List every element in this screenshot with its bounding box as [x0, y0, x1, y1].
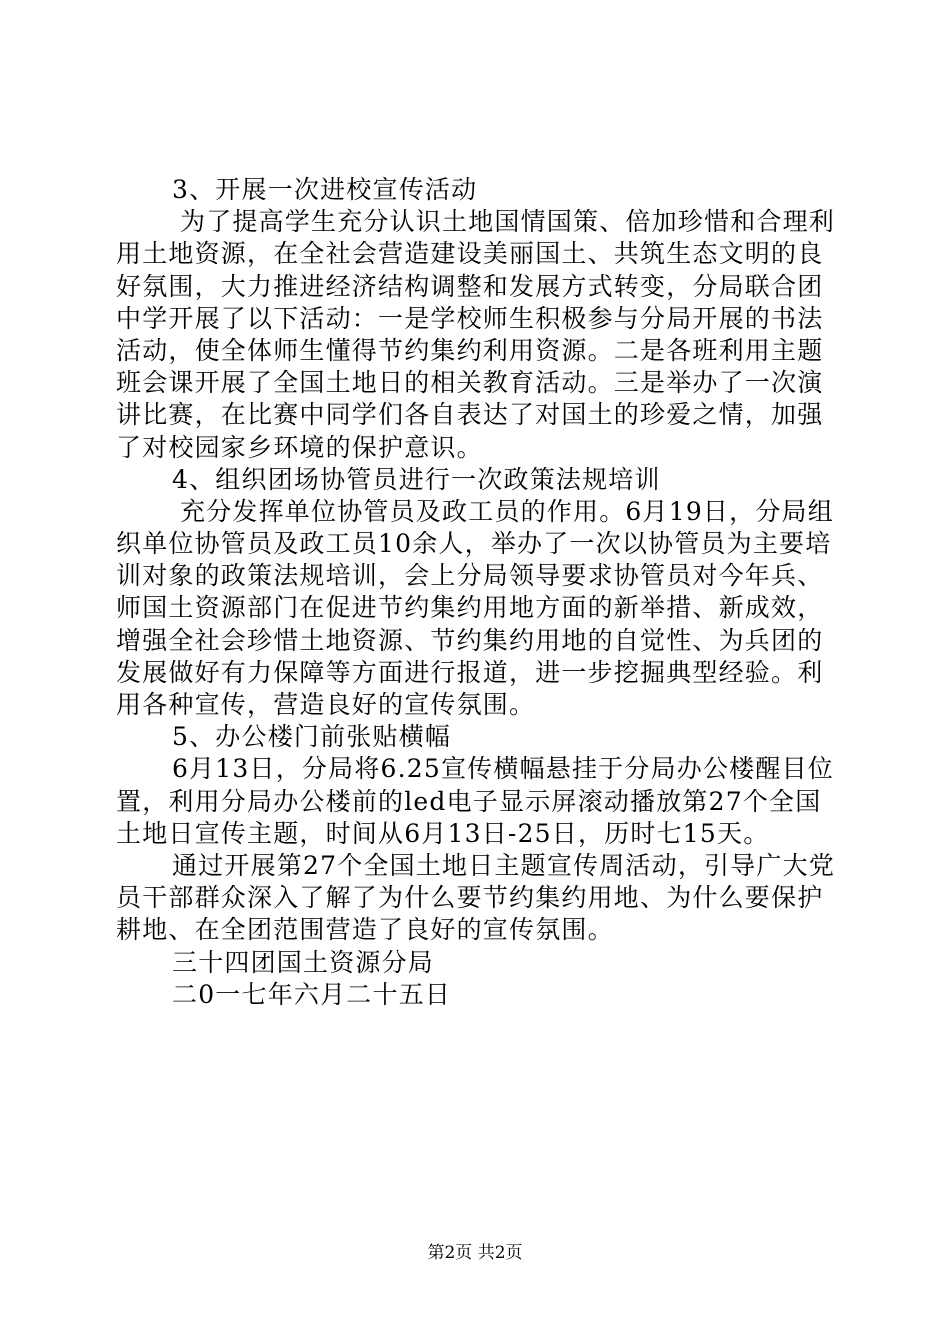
section-heading: 5、办公楼门前张贴横幅: [172, 722, 452, 752]
paragraph-line: 用土地资源，在全社会营造建设美丽国土、共筑生态文明的良: [116, 239, 824, 269]
paragraph-line: 班会课开展了全国土地日的相关教育活动。三是举办了一次演: [116, 368, 824, 398]
paragraph-line: 织单位协管员及政工员10余人，举办了一次以协管员为主要培: [116, 529, 832, 559]
paragraph-line: 训对象的政策法规培训，会上分局领导要求协管员对今年兵、: [116, 561, 824, 591]
paragraph-line: 增强全社会珍惜土地资源、节约集约用地的自觉性、为兵团的: [116, 625, 824, 655]
signature-organization: 三十四团国土资源分局: [172, 947, 435, 977]
paragraph-line: 用各种宣传，营造良好的宣传氛围。: [116, 690, 536, 719]
paragraph-line: 土地日宣传主题，时间从6月13日-25日，历时七15天。: [116, 818, 770, 848]
section-heading: 4、组织团场协管员进行一次政策法规培训: [172, 464, 661, 494]
paragraph-line: 好氛围，大力推进经济结构调整和发展方式转变，分局联合团: [116, 271, 824, 301]
paragraph-line: 活动，使全体师生懂得节约集约利用资源。二是各班利用主题: [116, 335, 824, 365]
paragraph-line: 了对校园家乡环境的保护意识。: [116, 432, 483, 462]
section-heading: 3、开展一次进校宣传活动: [172, 175, 478, 204]
paragraph-line: 耕地、在全团范围营造了良好的宣传氛围。: [116, 915, 614, 945]
signature-date: 二0一七年六月二十五日: [172, 979, 452, 1009]
paragraph-line: 6月13日，分局将6.25宣传横幅悬挂于分局办公楼醒目位: [172, 754, 834, 784]
paragraph-line: 讲比赛，在比赛中同学们各自表达了对国土的珍爱之情，加强: [116, 400, 824, 430]
paragraph-line: 通过开展第27个全国土地日主题宣传周活动，引导广大党: [172, 850, 836, 880]
paragraph-line: 发展做好有力保障等方面进行报道，进一步挖掘典型经验。利: [116, 657, 824, 687]
paragraph-line: 员干部群众深入了解了为什么要节约集约用地、为什么要保护: [116, 883, 824, 913]
page-number-footer: 第2页 共2页: [427, 1243, 523, 1263]
document-body: [116, 174, 836, 1011]
paragraph-line: 中学开展了以下活动：一是学校师生积极参与分局开展的书法: [116, 303, 824, 333]
paragraph-line: 为了提高学生充分认识土地国情国策、倍加珍惜和合理利: [180, 207, 836, 237]
paragraph-line: 充分发挥单位协管员及政工员的作用。6月19日，分局组: [180, 496, 834, 526]
paragraph-line: 师国土资源部门在促进节约集约用地方面的新举措、新成效，: [116, 593, 824, 623]
paragraph-line: 置，利用分局办公楼前的led电子显示屏滚动播放第27个全国: [116, 786, 822, 816]
